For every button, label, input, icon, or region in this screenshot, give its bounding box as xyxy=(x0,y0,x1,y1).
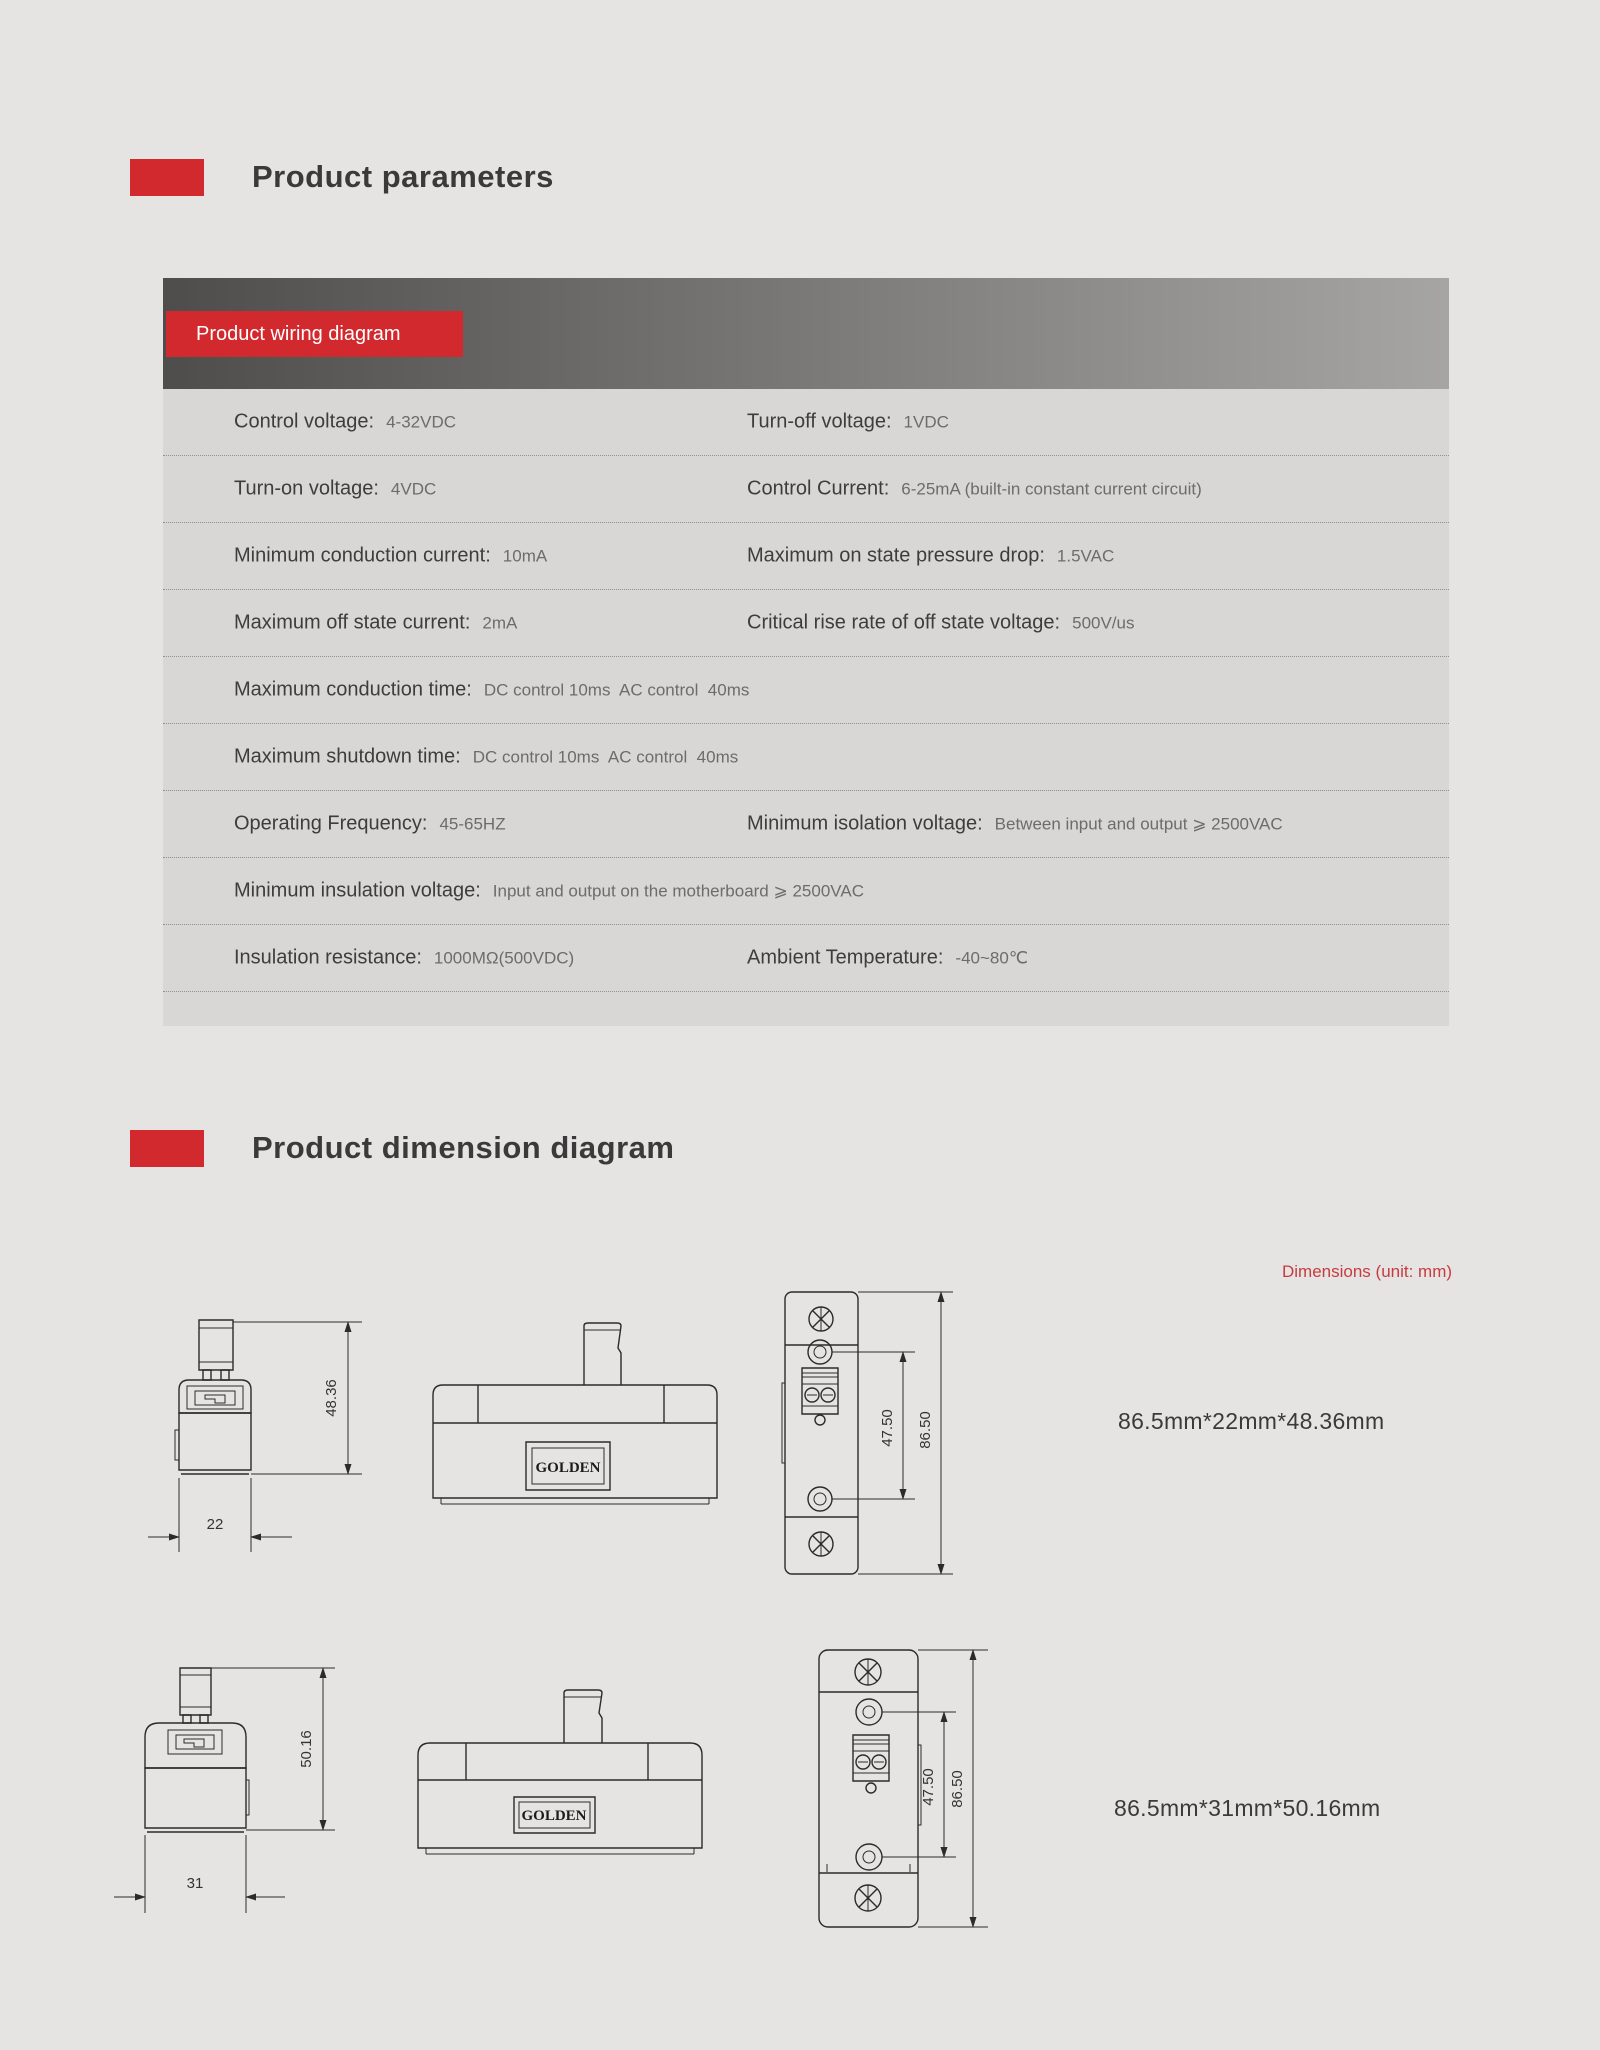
hole-pitch-dimension xyxy=(882,1712,956,1857)
param-value: 4-32VDC xyxy=(386,412,456,432)
dimension-label: 22 xyxy=(206,1516,224,1533)
table-row xyxy=(163,657,1449,724)
param-label: Minimum isolation voltage: xyxy=(747,812,983,835)
param-label: Minimum conduction current: xyxy=(234,544,491,567)
table-row xyxy=(163,389,1449,456)
mounting-hole xyxy=(856,1699,882,1725)
din-connector xyxy=(199,1320,233,1380)
terminal-block xyxy=(802,1368,838,1425)
phillips-screw-icon xyxy=(809,1532,833,1556)
width-dimension xyxy=(114,1835,285,1913)
front-view-a-drawing xyxy=(425,1318,725,1513)
param-value: Between input and output ⩾ 2500VAC xyxy=(994,814,1283,834)
param-label: Turn-on voltage: xyxy=(234,477,379,500)
golden-logo xyxy=(514,1797,595,1833)
relay-body-outline xyxy=(418,1743,702,1854)
mounting-hole xyxy=(808,1487,832,1511)
dimensions-unit-note: Dimensions (unit: mm) xyxy=(1282,1262,1453,1281)
param-label: Maximum conduction time: xyxy=(234,678,472,701)
param-value: 45-65HZ xyxy=(439,814,506,834)
param-value: 500V/us xyxy=(1072,613,1135,633)
param-label: Operating Frequency: xyxy=(234,812,428,835)
mounting-hole xyxy=(808,1340,832,1364)
wiring-tag: Product wiring diagram xyxy=(166,311,463,357)
red-marker xyxy=(130,1130,204,1167)
dimension-label: 50.16 xyxy=(298,1730,315,1768)
dimension-label: 86.50 xyxy=(949,1770,966,1808)
dimension-label: 48.36 xyxy=(323,1379,340,1417)
table-row xyxy=(163,858,1449,925)
param-value: 6-25mA (built-in constant current circuit) xyxy=(901,479,1202,499)
param-label: Turn-off voltage: xyxy=(747,410,892,433)
mounting-hole xyxy=(856,1844,882,1870)
param-label: Ambient Temperature: xyxy=(747,946,944,969)
param-value: DC control 10ms AC control 40ms xyxy=(483,680,750,700)
section-title: Product dimension diagram xyxy=(252,1130,675,1165)
brand-label: GOLDEN xyxy=(521,1808,587,1824)
phillips-screw-icon xyxy=(855,1885,881,1911)
param-value: Input and output on the motherboard ⩾ 2500VAC xyxy=(492,881,864,901)
height-dimension xyxy=(211,1668,335,1830)
param-value: 4VDC xyxy=(390,479,437,499)
din-connector xyxy=(584,1323,621,1385)
page-title: Product parameters xyxy=(252,159,554,194)
param-value: DC control 10ms AC control 40ms xyxy=(472,747,739,767)
relay-body-outline xyxy=(145,1723,249,1832)
table-row xyxy=(163,925,1449,992)
top-view-a-drawing xyxy=(775,1288,975,1588)
param-value: 10mA xyxy=(502,546,548,566)
hole-pitch-dimension xyxy=(832,1352,915,1499)
top-view-b-drawing xyxy=(810,1645,1020,1945)
size-text-model-b: 86.5mm*31mm*50.16mm xyxy=(1114,1795,1381,1821)
param-value: -40~80℃ xyxy=(955,948,1028,968)
param-label: Maximum shutdown time: xyxy=(234,745,461,768)
table-row xyxy=(163,523,1449,590)
table-row xyxy=(163,791,1449,858)
width-dimension xyxy=(148,1478,292,1552)
brand-label: GOLDEN xyxy=(535,1460,601,1476)
size-text-model-a: 86.5mm*22mm*48.36mm xyxy=(1118,1408,1385,1434)
din-connector xyxy=(180,1668,211,1723)
table-header-band xyxy=(163,278,1449,389)
param-value: 1VDC xyxy=(903,412,949,432)
terminal-block xyxy=(853,1735,889,1793)
param-label: Control voltage: xyxy=(234,410,375,433)
side-view-a-drawing xyxy=(150,1312,400,1652)
dimension-label: 47.50 xyxy=(920,1768,937,1806)
table-row xyxy=(163,456,1449,523)
height-dimension xyxy=(233,1322,362,1474)
phillips-screw-icon xyxy=(809,1307,833,1331)
param-value: 2mA xyxy=(482,613,518,633)
param-value: 1000MΩ(500VDC) xyxy=(433,948,575,968)
length-dimension xyxy=(858,1292,953,1574)
phillips-screw-icon xyxy=(855,1659,881,1685)
side-view-b-drawing xyxy=(120,1655,370,1945)
dimension-label: 86.50 xyxy=(917,1411,934,1449)
table-row xyxy=(163,590,1449,657)
front-view-b-drawing xyxy=(410,1688,710,1878)
param-label: Critical rise rate of off state voltage: xyxy=(747,611,1061,634)
relay-body-outline xyxy=(175,1380,251,1474)
param-value: 1.5VAC xyxy=(1056,546,1115,566)
dimension-label: 31 xyxy=(186,1875,204,1892)
section-product-dimension xyxy=(130,1128,674,1168)
golden-logo xyxy=(526,1442,610,1490)
red-marker xyxy=(130,159,204,196)
param-label: Control Current: xyxy=(747,477,890,500)
dimension-label: 47.50 xyxy=(879,1409,896,1447)
relay-body-outline xyxy=(433,1385,717,1504)
param-label: Maximum off state current: xyxy=(234,611,471,634)
param-label: Minimum insulation voltage: xyxy=(234,879,481,902)
wiring-table xyxy=(163,278,1449,1026)
param-label: Insulation resistance: xyxy=(234,946,422,969)
section-product-parameters xyxy=(130,157,554,197)
param-label: Maximum on state pressure drop: xyxy=(747,544,1045,567)
table-body xyxy=(163,389,1449,1026)
table-row xyxy=(163,724,1449,791)
din-connector xyxy=(564,1690,602,1743)
